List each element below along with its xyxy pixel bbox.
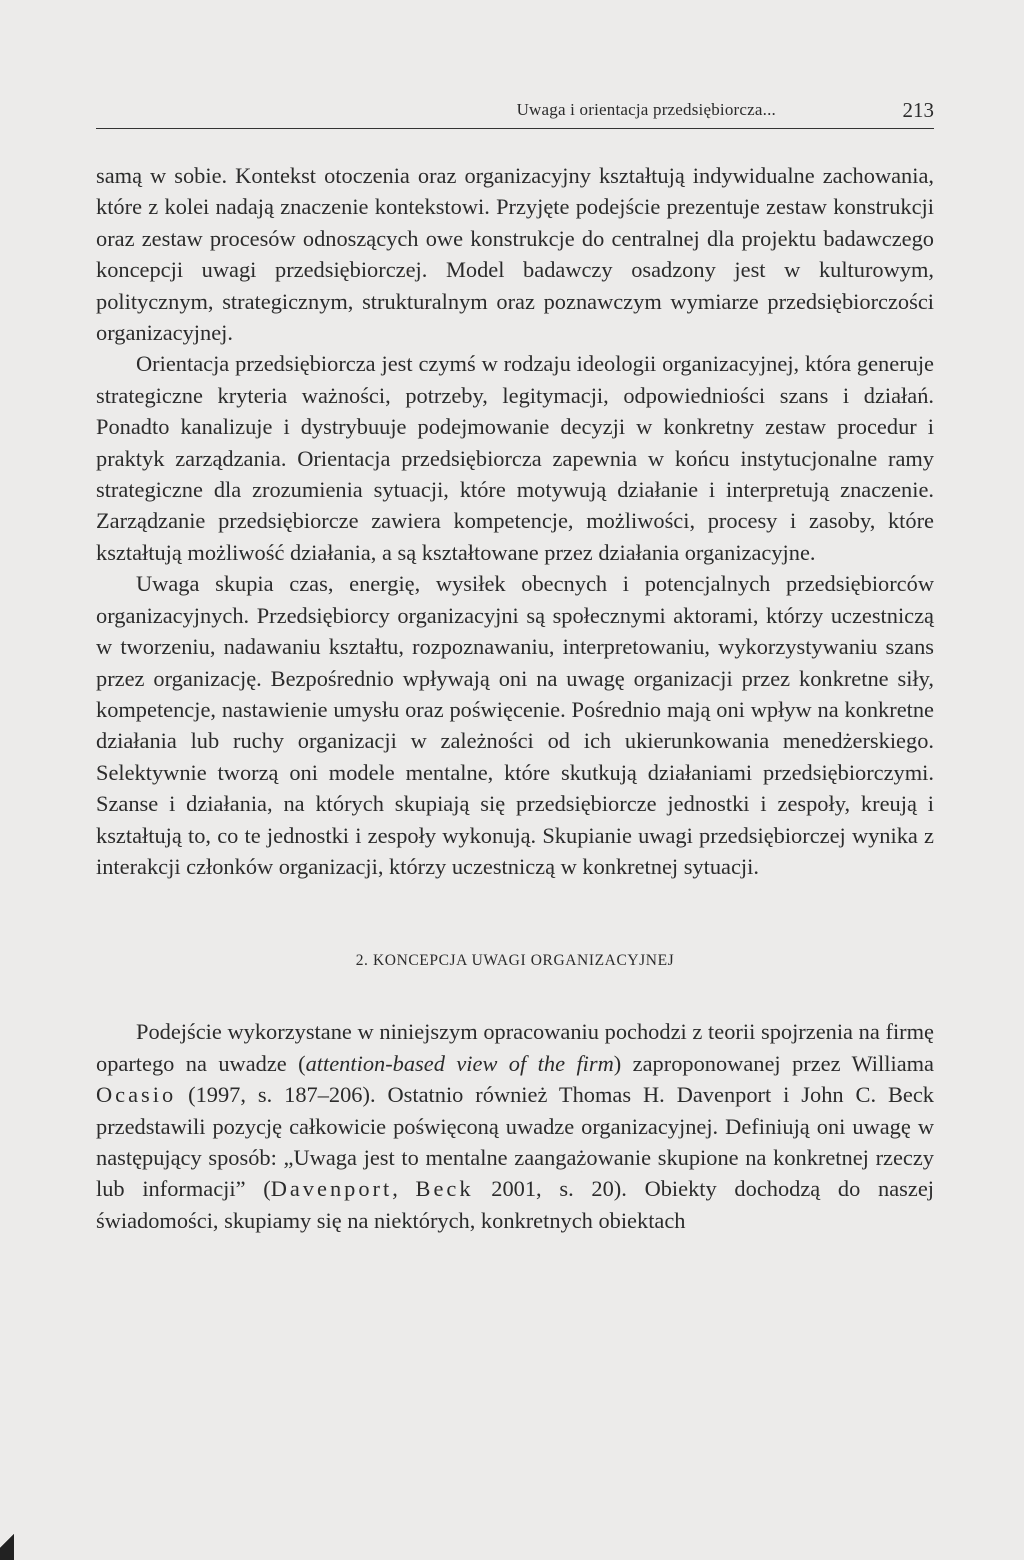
running-title: Uwaga i orientacja przedsiębiorcza... (516, 100, 776, 119)
paragraph-4-text-1: Podejście wykorzystane w niniejszym opracowaniu pochodzi z teorii spojrzenia na firmę opartego na uwadze ( (96, 1019, 934, 1076)
paragraph-3: Uwaga skupia czas, energię, wysiłek obecnych i potencjalnych przedsiębiorców organizacyjnych. Przedsiębiorcy organizacyjni są społecznymi aktorami, którzy uczestniczą w tworzeniu, nadawaniu kształtu, rozpoznawaniu, interpretowaniu, wykorzystywaniu szans przez organizację. Bezpośrednio wpływają oni na uwagę organizacji przez konkretne siły, kompetencje, nastawienie umysłu oraz poświęcenie. Pośrednio mają oni wpływ na konkretne działania lub ruchy organizacji w zależności od ich ukierunkowania menedżerskiego. Selektywnie tworzą oni modele mentalne, które skutkują działaniami przedsiębiorczymi. Szanse i działania, na których skupiają się przedsiębiorcze jednostki i zespoły, kreują i kształtują to, co te jednostki i zespoły wykonują. Skupianie uwagi przedsiębiorczej wynika z interakcji członków organizacji, którzy uczestniczą w konkretnej sytuacji. (96, 571, 934, 879)
paragraph-1: samą w sobie. Kontekst otoczenia oraz organizacyjny kształtują indywidualne zachowania, które z kolei nadają znaczenie kontekstowi. Przyjęte podejście prezentuje zestaw konstrukcji oraz zestaw procesów odnoszących owe konstrukcje do centralnej dla projektu badawczego koncepcji uwagi przedsiębiorczej. Model badawczy osadzony jest w kulturowym, politycznym, strategicznym, strukturalnym oraz poznawczym wymiarze przedsiębiorczości organizacyjnej. (96, 163, 934, 346)
author-davenport: Davenport (270, 1176, 393, 1202)
page-body (96, 160, 934, 1236)
paragraph-4-text-2: ) zaproponowanej przez Williama (613, 1050, 934, 1076)
author-beck: Beck (415, 1176, 474, 1202)
scan-corner-mark (0, 1530, 14, 1560)
paragraph-4-separator: , (392, 1176, 416, 1202)
page-header (96, 98, 934, 129)
section-heading: 2. KONCEPCJA UWAGI ORGANIZACYJNEJ (355, 952, 675, 970)
paragraph-4-text-3: (1997, s. 187–206). Ostatnio również Thomas H. Davenport i John C. Beck przedstawili pozycję całkowicie poświęconą uwadze organizacyjnej. Definiują oni uwagę w następujący sposób: „Uwaga jest to mentalne zaangażowanie skupione na konkretnej rzeczy lub informacji” ( (96, 1082, 934, 1202)
paragraph-2: Orientacja przedsiębiorcza jest czymś w rodzaju ideologii organizacyjnej, która generuje strategiczne kryteria ważności, potrzeby, legitymacji, odpowiedniości szans i działań. Ponadto kanalizuje i dystrybuuje podejmowanie decyzji w konkretny zestaw procedur i praktyk zarządzania. Orientacja przedsiębiorcza zapewnia w końcu instytucjonalne ramy strategiczne dla zrozumienia sytuacji, które motywują działanie i interpretują znaczenie. Zarządzanie przedsiębiorcze zawiera kompetencje, możliwości, procesy i zasoby, które kształtują możliwość działania, a są kształtowane przez działania organizacyjne. (96, 351, 934, 565)
italic-term: attention-based view of the firm (305, 1050, 614, 1076)
paragraph-4-text-4: 2001, s. 20). Obiekty dochodzą do naszej świadomości, skupiamy się na niektórych, konkretnych obiektach (96, 1176, 934, 1233)
page-number: 213 (902, 98, 934, 122)
author-ocasio: Ocasio (96, 1082, 177, 1108)
paragraph-4 (96, 1016, 934, 1236)
